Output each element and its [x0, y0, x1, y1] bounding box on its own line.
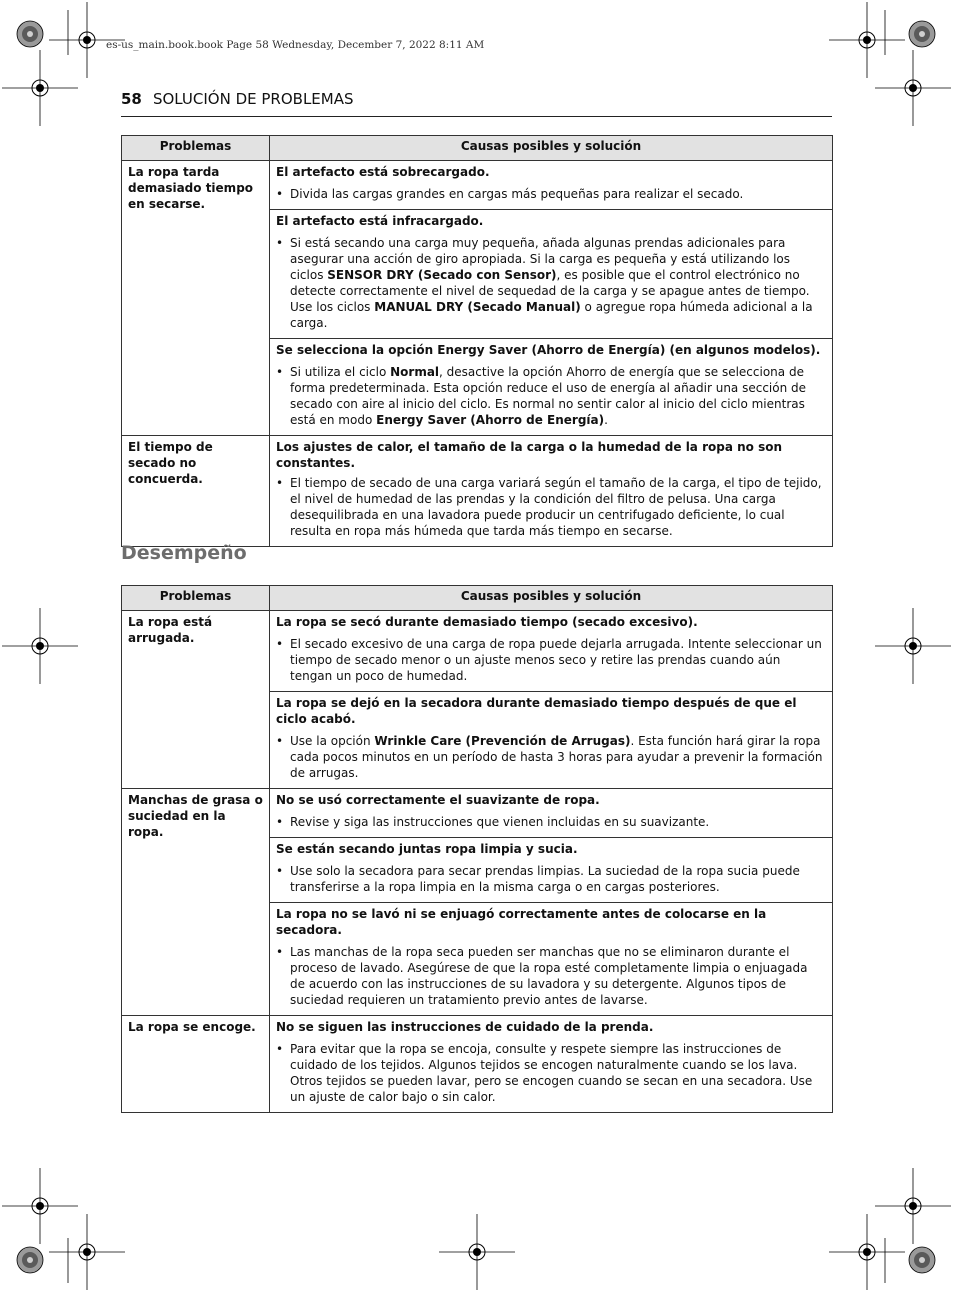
- cause-title: La ropa se secó durante demasiado tiempo (secado excesivo).: [276, 615, 698, 629]
- problem-cell: Manchas de grasa o suciedad en la ropa.: [122, 789, 270, 1016]
- table-row: [122, 436, 833, 547]
- solution-item: [276, 186, 826, 202]
- bullet-icon: •: [276, 734, 284, 748]
- print-info-line: es-us_main.book.book Page 58 Wednesday, December 7, 2022 8:11 AM: [106, 39, 485, 51]
- solution-text: Revise y siga las instrucciones que vienen incluidas en su suavizante.: [290, 815, 710, 829]
- page-number: 58: [121, 90, 142, 108]
- problem-cell: El tiempo de secado no concuerda.: [122, 436, 270, 547]
- bullet-icon: •: [276, 815, 284, 829]
- bullet-icon: •: [276, 864, 284, 878]
- cause-title: El artefacto está sobrecargado.: [276, 165, 490, 179]
- cause-cell: [270, 1016, 833, 1113]
- table-row: [122, 789, 833, 838]
- table-row: [122, 1016, 833, 1113]
- solution-item: [276, 863, 826, 895]
- solution-item: [276, 1041, 826, 1105]
- col-header-causes: Causas posibles y solución: [270, 586, 833, 611]
- col-header-problems: Problemas: [122, 136, 270, 161]
- page-header: [121, 89, 832, 117]
- table-row: [122, 161, 833, 210]
- cause-cell: [270, 692, 833, 789]
- cause-cell: [270, 436, 833, 547]
- cause-title: No se siguen las instrucciones de cuidado de la prenda.: [276, 1020, 654, 1034]
- solution-item: [276, 475, 826, 539]
- col-header-problems: Problemas: [122, 586, 270, 611]
- solution-text: Si utiliza el ciclo Normal, desactive la opción Ahorro de energía que se selecciona de forma predeterminada. Esta opción reduce el uso de energía al añadir una sección de secado con aire al inicio del ciclo. Es normal no sentir calor al inicio del ciclo mientras está en modo Energy Saver (Ahorro de Energía).: [290, 365, 807, 427]
- bullet-icon: •: [276, 1042, 284, 1056]
- solution-text: El secado excesivo de una carga de ropa puede dejarla arrugada. Intente seleccionar un tiempo de secado menor o un ajuste menos seco y retire las prendas cuando aún tengan un poco de humedad.: [290, 637, 822, 683]
- solution-text: Si está secando una carga muy pequeña, añada algunas prendas adicionales para asegurar una acción de giro apropiada. Si la carga es pequeña y está utilizando los ciclos SENSOR DRY (Secado con Sensor), es posible que el control electrónico no detecte correctamente el nivel de sequedad de la carga y se apague antes de tiempo. Use los ciclos MANUAL DRY (Secado Manual) o agregue ropa húmeda adicional a la carga.: [290, 236, 813, 330]
- cause-cell: [270, 838, 833, 903]
- section-title: SOLUCIÓN DE PROBLEMAS: [152, 90, 354, 108]
- solution-item: [276, 636, 826, 684]
- table-header-row: [122, 136, 833, 161]
- problem-cell: La ropa se encoge.: [122, 1016, 270, 1113]
- cause-cell: [270, 210, 833, 339]
- cause-title: La ropa no se lavó ni se enjuagó correctamente antes de colocarse en la secadora.: [276, 907, 767, 937]
- solution-text: Divida las cargas grandes en cargas más pequeñas para realizar el secado.: [290, 187, 744, 201]
- troubleshooting-table-drying: [121, 135, 833, 547]
- cause-cell: [270, 611, 833, 692]
- solution-text: El tiempo de secado de una carga variará según el tamaño de la carga, el tipo de tejido, el nivel de humedad de las prendas y la condición del filtro de pelusa. Una carga desequilibrada en una lavadora puede producir un centrifugado deficiente, lo cual resulta en ropa más húmeda que tarda más tiempo en secarse.: [290, 476, 822, 538]
- solution-text: Las manchas de la ropa seca pueden ser manchas que no se eliminaron durante el proceso de lavado. Asegúrese de que la ropa esté completamente limpia o enjuagada de acuerdo con las instrucciones de su lavadora y su detergente. Algunos tipos de suciedad requieren un tratamiento previo antes de lavarse.: [290, 945, 808, 1007]
- col-header-causes: Causas posibles y solución: [270, 136, 833, 161]
- problem-cell: La ropa tarda demasiado tiempo en secarse.: [122, 161, 270, 436]
- solution-item: [276, 814, 826, 830]
- bullet-icon: •: [276, 187, 284, 201]
- cause-title: Se están secando juntas ropa limpia y sucia.: [276, 842, 578, 856]
- table-header-row: [122, 586, 833, 611]
- cause-title: La ropa se dejó en la secadora durante demasiado tiempo después de que el ciclo acabó.: [276, 696, 797, 726]
- troubleshooting-table-performance: [121, 585, 833, 1113]
- bullet-icon: •: [276, 476, 284, 490]
- problem-cell: La ropa está arrugada.: [122, 611, 270, 789]
- solution-text: Use la opción Wrinkle Care (Prevención de Arrugas). Esta función hará girar la ropa cada pocos minutos en un período de hasta 3 horas para ayudar a prevenir la formación de arrugas.: [290, 734, 823, 780]
- cause-title: No se usó correctamente el suavizante de ropa.: [276, 793, 600, 807]
- bullet-icon: •: [276, 236, 284, 250]
- cause-cell: [270, 789, 833, 838]
- solution-item: [276, 364, 826, 428]
- bullet-icon: •: [276, 637, 284, 651]
- cause-cell: [270, 339, 833, 436]
- cause-cell: [270, 903, 833, 1016]
- cause-title: Se selecciona la opción Energy Saver (Ahorro de Energía) (en algunos modelos).: [276, 343, 821, 357]
- cause-cell: [270, 161, 833, 210]
- solution-item: [276, 235, 826, 331]
- table-row: [122, 611, 833, 692]
- cause-title: El artefacto está infracargado.: [276, 214, 484, 228]
- solution-text: Use solo la secadora para secar prendas limpias. La suciedad de la ropa sucia puede transferirse a la ropa limpia en la misma carga o en cargas posteriores.: [290, 864, 800, 894]
- solution-item: [276, 733, 826, 781]
- cause-title: Los ajustes de calor, el tamaño de la carga o la humedad de la ropa no son constantes.: [276, 440, 782, 470]
- bullet-icon: •: [276, 365, 284, 379]
- solution-item: [276, 944, 826, 1008]
- solution-text: Para evitar que la ropa se encoja, consulte y respete siempre las instrucciones de cuidado de los tejidos. Algunos tejidos se encogen naturalmente cuando se los lava. Otros tejidos se pueden lavar, pero se encogen cuando se secan en una secadora. Use un ajuste de calor bajo o sin calor.: [290, 1042, 813, 1104]
- bullet-icon: •: [276, 945, 284, 959]
- performance-section-title: Desempeño: [121, 542, 247, 564]
